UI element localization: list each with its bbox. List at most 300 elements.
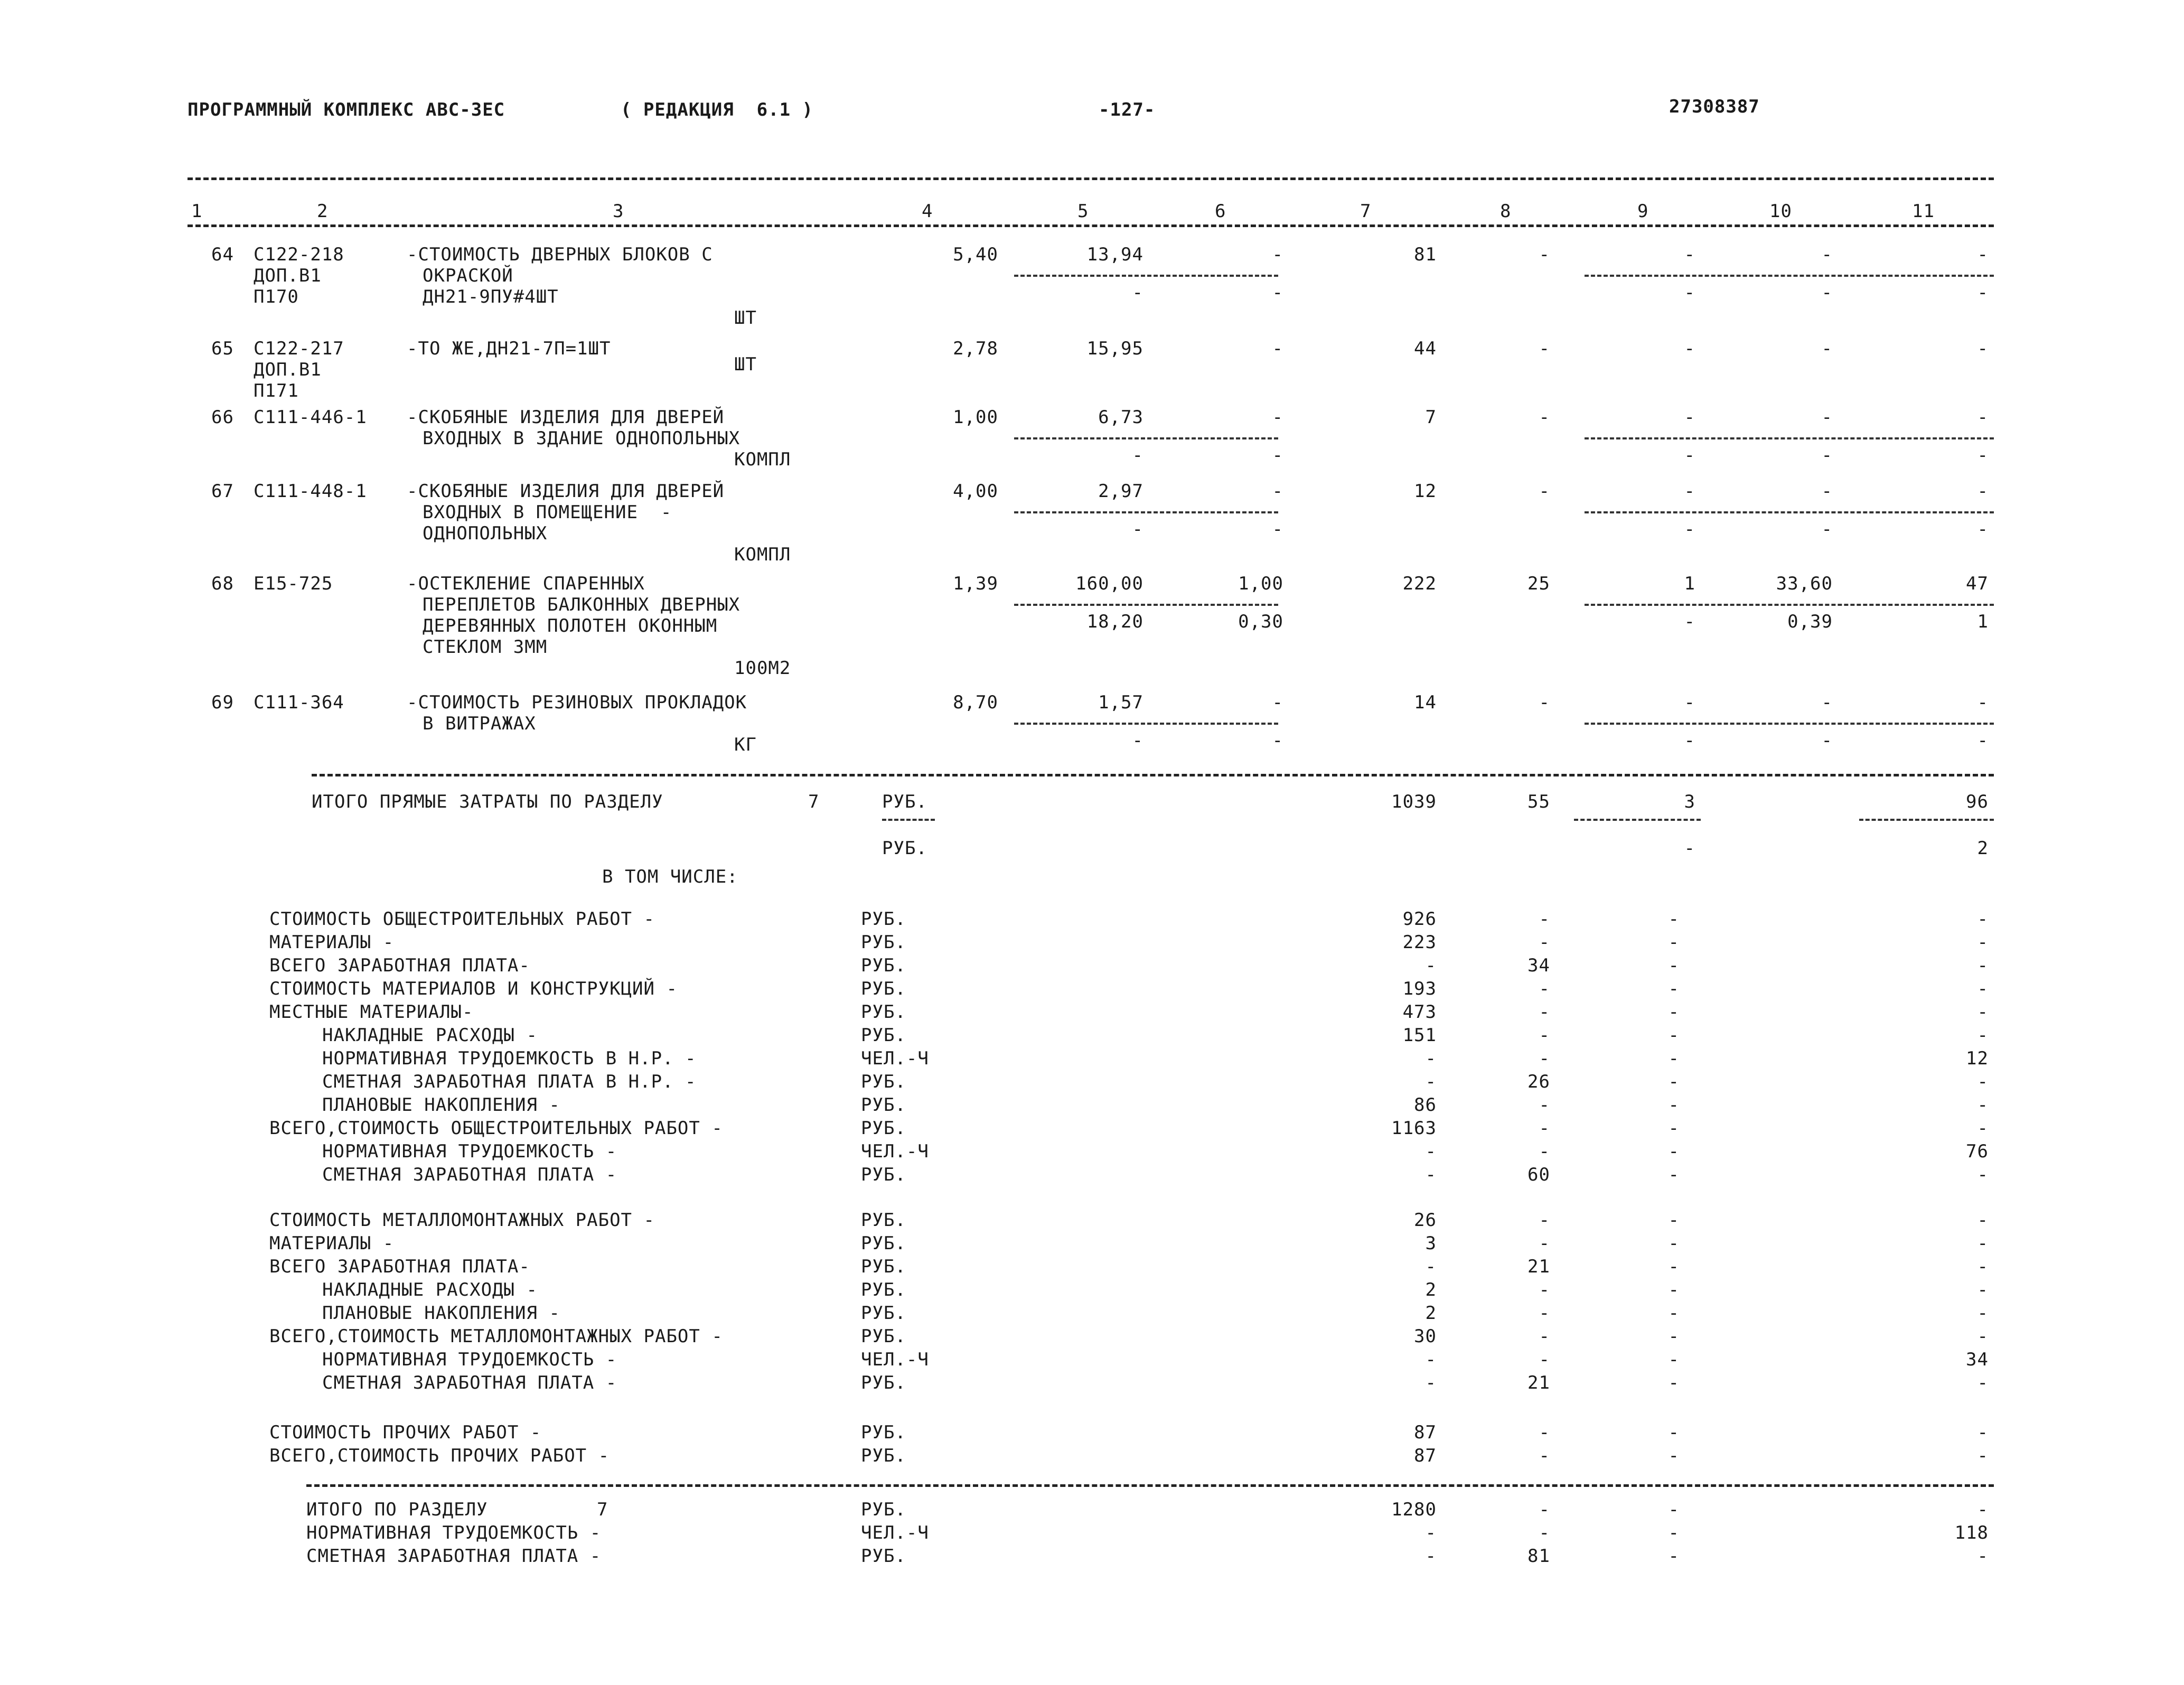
- summary-col7: -: [1425, 1349, 1437, 1370]
- summary-col9: -: [1668, 1326, 1680, 1347]
- summary-unit: РУБ.: [861, 1025, 906, 1046]
- summary-label: НАКЛАДНЫЕ РАСХОДЫ -: [322, 1025, 538, 1046]
- col9-value: -: [1684, 338, 1695, 359]
- row-sub-rule: [1014, 275, 1278, 277]
- itogo-section-col9: -: [1668, 1546, 1680, 1567]
- col6-value: -: [1272, 481, 1283, 502]
- summary-col9: -: [1668, 1094, 1680, 1116]
- row-description: ДЕРЕВЯННЫХ ПОЛОТЕН ОКОННЫМ: [423, 615, 718, 636]
- column-header: 10: [1769, 201, 1792, 222]
- col5-value: 6,73: [1098, 407, 1143, 428]
- col4-value: 2,78: [953, 338, 998, 359]
- summary-col8: -: [1539, 1422, 1550, 1443]
- summary-col11: 76: [1966, 1141, 1989, 1162]
- col10-value: -: [1821, 481, 1833, 502]
- itogo-section-label: НОРМАТИВНАЯ ТРУДОЕМКОСТЬ -: [306, 1522, 602, 1543]
- col11-sub-value: -: [1977, 282, 1989, 303]
- col7-value: 81: [1414, 244, 1437, 265]
- summary-col8: -: [1539, 1233, 1550, 1254]
- summary-col9: -: [1668, 1279, 1680, 1300]
- itogo-section-unit: РУБ.: [861, 1546, 906, 1567]
- col10-value: -: [1821, 244, 1833, 265]
- row-unit: КОМПЛ: [734, 544, 791, 565]
- col11-value: -: [1977, 338, 1989, 359]
- summary-label: ВСЕГО ЗАРАБОТНАЯ ПЛАТА-: [269, 955, 530, 976]
- col11-value: -: [1977, 244, 1989, 265]
- summary-col8: -: [1539, 1048, 1550, 1069]
- summary-col11: -: [1977, 1326, 1989, 1347]
- summary-unit: РУБ.: [861, 1210, 906, 1231]
- summary-col7: 2: [1425, 1279, 1437, 1300]
- page-number: -127-: [1099, 99, 1156, 120]
- row-sub-rule: [1014, 723, 1278, 725]
- col6-sub-value: 0,30: [1238, 611, 1283, 632]
- col8-value: -: [1539, 338, 1550, 359]
- row-unit: 100М2: [734, 658, 791, 679]
- col9-sub-value: -: [1684, 282, 1695, 303]
- col8-value: 25: [1527, 573, 1550, 594]
- itogo-section-label: СМЕТНАЯ ЗАРАБОТНАЯ ПЛАТА -: [306, 1546, 602, 1567]
- summary-col8: -: [1539, 932, 1550, 953]
- row-sub-rule: [1585, 511, 1994, 513]
- v-tom-chisle: В ТОМ ЧИСЛЕ:: [602, 866, 738, 887]
- col10-sub-value: -: [1821, 282, 1833, 303]
- summary-col8: -: [1539, 1025, 1550, 1046]
- itogo-section-col7: -: [1425, 1522, 1437, 1543]
- row-sub-rule: [1014, 511, 1278, 513]
- itogo-unit-rule: [882, 819, 935, 821]
- summary-col8: 60: [1527, 1164, 1550, 1185]
- summary-col11: -: [1977, 955, 1989, 976]
- row-code: ДОП.В1: [254, 265, 322, 286]
- itogo-direct-section: 7: [808, 791, 820, 812]
- summary-col11: -: [1977, 1445, 1989, 1466]
- summary-col11: -: [1977, 909, 1989, 930]
- summary-col7: 223: [1402, 932, 1437, 953]
- row-sub-rule: [1014, 437, 1278, 439]
- row-number: 69: [211, 692, 234, 713]
- summary-col8: 26: [1527, 1071, 1550, 1092]
- summary-col8: -: [1539, 1001, 1550, 1023]
- column-header: 7: [1360, 201, 1372, 222]
- summary-label: СТОИМОСТЬ МАТЕРИАЛОВ И КОНСТРУКЦИЙ -: [269, 978, 678, 999]
- col4-value: 8,70: [953, 692, 998, 713]
- summary-label: ВСЕГО,СТОИМОСТЬ ПРОЧИХ РАБОТ -: [269, 1445, 610, 1466]
- col9-sub-value: -: [1684, 519, 1695, 540]
- col11-sub-value: 1: [1977, 611, 1989, 632]
- summary-col9: -: [1668, 1001, 1680, 1023]
- row-unit: КГ: [734, 734, 757, 755]
- summary-label: СТОИМОСТЬ МЕТАЛЛОМОНТАЖНЫХ РАБОТ -: [269, 1210, 655, 1231]
- col9-value: 1: [1684, 573, 1695, 594]
- row-number: 65: [211, 338, 234, 359]
- col8-value: -: [1539, 481, 1550, 502]
- summary-label: ПЛАНОВЫЕ НАКОПЛЕНИЯ -: [322, 1303, 560, 1324]
- col5-value: 1,57: [1098, 692, 1143, 713]
- col10-sub-value: -: [1821, 519, 1833, 540]
- itogo-section-col7: -: [1425, 1546, 1437, 1567]
- summary-col7: 87: [1414, 1445, 1437, 1466]
- summary-col7: -: [1425, 1372, 1437, 1393]
- summary-unit: РУБ.: [861, 1422, 906, 1443]
- col6-value: -: [1272, 407, 1283, 428]
- summary-col11: -: [1977, 978, 1989, 999]
- col7-value: 7: [1425, 407, 1437, 428]
- row-description: ОКРАСКОЙ: [423, 265, 513, 286]
- col5-value: 13,94: [1086, 244, 1143, 265]
- col6-value: -: [1272, 244, 1283, 265]
- row-code: Е15-725: [254, 573, 333, 594]
- col6-sub-value: -: [1272, 282, 1283, 303]
- itogo-section-col11: -: [1977, 1546, 1989, 1567]
- summary-unit: РУБ.: [861, 1445, 906, 1466]
- summary-unit: РУБ.: [861, 909, 906, 930]
- summary-col7: -: [1425, 1141, 1437, 1162]
- row-sub-rule: [1585, 723, 1994, 725]
- column-header: 5: [1077, 201, 1089, 222]
- row-unit: КОМПЛ: [734, 449, 791, 470]
- summary-col8: 21: [1527, 1372, 1550, 1393]
- col7-value: 222: [1402, 573, 1437, 594]
- row-description: -СКОБЯНЫЕ ИЗДЕЛИЯ ДЛЯ ДВЕРЕЙ: [407, 407, 725, 428]
- summary-unit: ЧЕЛ.-Ч: [861, 1349, 929, 1370]
- row-sub-rule: [1585, 275, 1994, 277]
- summary-unit: РУБ.: [861, 1001, 906, 1023]
- summary-label: ВСЕГО ЗАРАБОТНАЯ ПЛАТА-: [269, 1256, 530, 1277]
- summary-col11: -: [1977, 1233, 1989, 1254]
- summary-col8: -: [1539, 1279, 1550, 1300]
- col7-value: 12: [1414, 481, 1437, 502]
- col8-value: -: [1539, 407, 1550, 428]
- summary-col11: -: [1977, 1025, 1989, 1046]
- summary-col9: -: [1668, 932, 1680, 953]
- row-unit: ШТ: [734, 307, 757, 329]
- summary-unit: РУБ.: [861, 1303, 906, 1324]
- summary-label: СМЕТНАЯ ЗАРАБОТНАЯ ПЛАТА -: [322, 1164, 617, 1185]
- col9-value: -: [1684, 407, 1695, 428]
- col10-value: -: [1821, 338, 1833, 359]
- col11-sub-value: -: [1977, 519, 1989, 540]
- itogo-section-col8: -: [1539, 1522, 1550, 1543]
- summary-col11: -: [1977, 1303, 1989, 1324]
- itogo-direct-col11: 96: [1966, 791, 1989, 812]
- row-description: ПЕРЕПЛЕТОВ БАЛКОННЫХ ДВЕРНЫХ: [423, 594, 741, 615]
- summary-col7: 926: [1402, 909, 1437, 930]
- summary-col7: 3: [1425, 1233, 1437, 1254]
- col11-value: -: [1977, 407, 1989, 428]
- summary-col7: 473: [1402, 1001, 1437, 1023]
- summary-col7: -: [1425, 955, 1437, 976]
- summary-col9: -: [1668, 1256, 1680, 1277]
- column-header: 3: [613, 201, 624, 222]
- row-code: П170: [254, 286, 299, 307]
- col4-value: 5,40: [953, 244, 998, 265]
- row-description: СТЕКЛОМ 3ММ: [423, 636, 548, 658]
- itogo-section-col8: 81: [1527, 1546, 1550, 1567]
- itogo-section-col8: -: [1539, 1499, 1550, 1520]
- summary-label: СМЕТНАЯ ЗАРАБОТНАЯ ПЛАТА В Н.Р. -: [322, 1071, 697, 1092]
- row-sub-rule: [1014, 604, 1278, 606]
- col10-sub-value: -: [1821, 445, 1833, 466]
- summary-label: МЕСТНЫЕ МАТЕРИАЛЫ-: [269, 1001, 474, 1023]
- row-code: ДОП.В1: [254, 359, 322, 380]
- row-number: 67: [211, 481, 234, 502]
- row-sub-rule: [1585, 437, 1994, 439]
- col6-sub-value: -: [1272, 519, 1283, 540]
- summary-label: ПЛАНОВЫЕ НАКОПЛЕНИЯ -: [322, 1094, 560, 1116]
- col6-sub-value: -: [1272, 445, 1283, 466]
- col11-sub-value: -: [1977, 730, 1989, 751]
- summary-col9: -: [1668, 1025, 1680, 1046]
- itogo-section-col7: 1280: [1391, 1499, 1437, 1520]
- summary-col8: -: [1539, 1445, 1550, 1466]
- summary-col11: -: [1977, 1164, 1989, 1185]
- summary-col9: -: [1668, 955, 1680, 976]
- summary-col9: -: [1668, 1349, 1680, 1370]
- row-number: 64: [211, 244, 234, 265]
- summary-col8: -: [1539, 1118, 1550, 1139]
- col5-value: 160,00: [1075, 573, 1143, 594]
- summary-unit: РУБ.: [861, 1094, 906, 1116]
- itogo-direct-col7: 1039: [1391, 791, 1437, 812]
- summary-col9: -: [1668, 1372, 1680, 1393]
- summary-col7: 1163: [1391, 1118, 1437, 1139]
- col5-value: 2,97: [1098, 481, 1143, 502]
- itogo-section-label: ИТОГО ПО РАЗДЕЛУ: [306, 1499, 488, 1520]
- summary-col7: 86: [1414, 1094, 1437, 1116]
- summary-col11: 34: [1966, 1349, 1989, 1370]
- summary-unit: РУБ.: [861, 1233, 906, 1254]
- summary-col8: -: [1539, 909, 1550, 930]
- col4-value: 4,00: [953, 481, 998, 502]
- col5-sub-value: -: [1132, 730, 1143, 751]
- summary-label: НОРМАТИВНАЯ ТРУДОЕМКОСТЬ В Н.Р. -: [322, 1048, 697, 1069]
- column-header: 2: [317, 201, 329, 222]
- summary-col11: -: [1977, 1001, 1989, 1023]
- summary-unit: РУБ.: [861, 1326, 906, 1347]
- summary-unit: РУБ.: [861, 1118, 906, 1139]
- summary-col9: -: [1668, 1164, 1680, 1185]
- itogo-rule: [1859, 819, 1994, 821]
- summary-col8: -: [1539, 978, 1550, 999]
- col10-value: -: [1821, 407, 1833, 428]
- summary-col9: -: [1668, 1445, 1680, 1466]
- summary-col9: -: [1668, 1422, 1680, 1443]
- itogo-direct-label: ИТОГО ПРЯМЫЕ ЗАТРАТЫ ПО РАЗДЕЛУ: [312, 791, 663, 812]
- col11-value: 47: [1966, 573, 1989, 594]
- summary-col11: -: [1977, 1372, 1989, 1393]
- summary-col11: -: [1977, 1422, 1989, 1443]
- row-description: ОДНОПОЛЬНЫХ: [423, 523, 548, 544]
- col10-sub-value: 0,39: [1787, 611, 1833, 632]
- itogo-section-col11: 118: [1954, 1522, 1989, 1543]
- col9-sub-value: -: [1684, 445, 1695, 466]
- summary-col8: 34: [1527, 955, 1550, 976]
- items-end-rule: [312, 774, 1994, 776]
- summary-col11: -: [1977, 932, 1989, 953]
- summary-col11: -: [1977, 1071, 1989, 1092]
- column-header: 11: [1912, 201, 1935, 222]
- col8-value: -: [1539, 244, 1550, 265]
- summary-col9: -: [1668, 1071, 1680, 1092]
- summary-unit: РУБ.: [861, 932, 906, 953]
- col9-value: -: [1684, 244, 1695, 265]
- summary-col8: -: [1539, 1326, 1550, 1347]
- itogo-section-unit: ЧЕЛ.-Ч: [861, 1522, 929, 1543]
- col9-value: -: [1684, 481, 1695, 502]
- summary-col7: -: [1425, 1048, 1437, 1069]
- col9-sub-value: -: [1684, 730, 1695, 751]
- summary-col7: 26: [1414, 1210, 1437, 1231]
- row-description: -СКОБЯНЫЕ ИЗДЕЛИЯ ДЛЯ ДВЕРЕЙ: [407, 481, 725, 502]
- row-description: -СТОИМОСТЬ ДВЕРНЫХ БЛОКОВ С: [407, 244, 713, 265]
- summary-unit: РУБ.: [861, 1256, 906, 1277]
- summary-col8: 21: [1527, 1256, 1550, 1277]
- row-code: С111-448-1: [254, 481, 367, 502]
- summary-col7: 193: [1402, 978, 1437, 999]
- summary-label: СМЕТНАЯ ЗАРАБОТНАЯ ПЛАТА -: [322, 1372, 617, 1393]
- summary-col9: -: [1668, 1210, 1680, 1231]
- row-number: 66: [211, 407, 234, 428]
- row-code: С111-446-1: [254, 407, 367, 428]
- summary-col11: -: [1977, 1279, 1989, 1300]
- summary-label: ВСЕГО,СТОИМОСТЬ МЕТАЛЛОМОНТАЖНЫХ РАБОТ -: [269, 1326, 723, 1347]
- col10-value: -: [1821, 692, 1833, 713]
- summary-col7: 30: [1414, 1326, 1437, 1347]
- row-description: В ВИТРАЖАХ: [423, 713, 536, 734]
- row-unit: ШТ: [734, 354, 757, 375]
- summary-label: МАТЕРИАЛЫ -: [269, 1233, 395, 1254]
- row-description: -ТО ЖЕ,ДН21-7П=1ШТ: [407, 338, 611, 359]
- col11-value: -: [1977, 481, 1989, 502]
- itogo-direct-col9: 3: [1684, 791, 1695, 812]
- row-description: -ОСТЕКЛЕНИЕ СПАРЕННЫХ: [407, 573, 645, 594]
- summary-col9: -: [1668, 978, 1680, 999]
- summary-col9: -: [1668, 1141, 1680, 1162]
- summary-col9: -: [1668, 1048, 1680, 1069]
- top-rule: [188, 177, 1994, 180]
- summary-col11: -: [1977, 1256, 1989, 1277]
- col5-value: 15,95: [1086, 338, 1143, 359]
- itogo-direct-col8: 55: [1527, 791, 1550, 812]
- row-description: -СТОИМОСТЬ РЕЗИНОВЫХ ПРОКЛАДОК: [407, 692, 747, 713]
- edition: ( РЕДАКЦИЯ 6.1 ): [621, 99, 813, 120]
- summary-unit: ЧЕЛ.-Ч: [861, 1141, 929, 1162]
- column-header: 9: [1637, 201, 1649, 222]
- row-number: 68: [211, 573, 234, 594]
- summary-label: НОРМАТИВНАЯ ТРУДОЕМКОСТЬ -: [322, 1141, 617, 1162]
- row-code: С122-217: [254, 338, 344, 359]
- summary-label: СТОИМОСТЬ ПРОЧИХ РАБОТ -: [269, 1422, 542, 1443]
- summary-col7: -: [1425, 1256, 1437, 1277]
- summary-unit: РУБ.: [861, 1279, 906, 1300]
- col9-value: -: [1684, 692, 1695, 713]
- col11-value: -: [1977, 692, 1989, 713]
- col7-value: 44: [1414, 338, 1437, 359]
- summary-col7: 151: [1402, 1025, 1437, 1046]
- summary-label: НОРМАТИВНАЯ ТРУДОЕМКОСТЬ -: [322, 1349, 617, 1370]
- summary-col8: -: [1539, 1303, 1550, 1324]
- summary-label: НАКЛАДНЫЕ РАСХОДЫ -: [322, 1279, 538, 1300]
- row-sub-rule: [1585, 604, 1994, 606]
- column-header: 8: [1500, 201, 1512, 222]
- itogo-direct-unit2: РУБ.: [882, 838, 927, 859]
- summary-col11: 12: [1966, 1048, 1989, 1069]
- col6-value: -: [1272, 692, 1283, 713]
- summary-col7: -: [1425, 1164, 1437, 1185]
- col5-sub-value: -: [1132, 445, 1143, 466]
- summary-col8: -: [1539, 1141, 1550, 1162]
- col6-value: 1,00: [1238, 573, 1283, 594]
- row-description: ВХОДНЫХ В ПОМЕЩЕНИЕ -: [423, 502, 672, 523]
- summary-col11: -: [1977, 1118, 1989, 1139]
- itogo-direct-col11-sub: 2: [1977, 838, 1989, 859]
- itogo-direct-col9-sub: -: [1684, 838, 1695, 859]
- summary-unit: ЧЕЛ.-Ч: [861, 1048, 929, 1069]
- col6-value: -: [1272, 338, 1283, 359]
- col5-sub-value: 18,20: [1086, 611, 1143, 632]
- header-rule: [188, 224, 1994, 227]
- row-code: П171: [254, 380, 299, 401]
- col11-sub-value: -: [1977, 445, 1989, 466]
- col10-sub-value: -: [1821, 730, 1833, 751]
- document-code: 27308387: [1669, 96, 1760, 117]
- col6-sub-value: -: [1272, 730, 1283, 751]
- summary-col9: -: [1668, 1118, 1680, 1139]
- summary-unit: РУБ.: [861, 1372, 906, 1393]
- itogo-rule: [1574, 819, 1701, 821]
- summary-label: СТОИМОСТЬ ОБЩЕСТРОИТЕЛЬНЫХ РАБОТ -: [269, 909, 655, 930]
- row-description: ВХОДНЫХ В ЗДАНИЕ ОДНОПОЛЬНЫХ: [423, 428, 741, 449]
- summary-unit: РУБ.: [861, 978, 906, 999]
- summary-label: МАТЕРИАЛЫ -: [269, 932, 395, 953]
- col4-value: 1,00: [953, 407, 998, 428]
- col4-value: 1,39: [953, 573, 998, 594]
- column-header: 1: [191, 201, 203, 222]
- col9-sub-value: -: [1684, 611, 1695, 632]
- row-description: ДН21-9ПУ#4ШТ: [423, 286, 559, 307]
- summary-col7: 2: [1425, 1303, 1437, 1324]
- summary-col8: -: [1539, 1349, 1550, 1370]
- itogo-direct-unit: РУБ.: [882, 791, 927, 812]
- summary-label: ВСЕГО,СТОИМОСТЬ ОБЩЕСТРОИТЕЛЬНЫХ РАБОТ -: [269, 1118, 723, 1139]
- summary-col7: 87: [1414, 1422, 1437, 1443]
- col10-value: 33,60: [1776, 573, 1833, 594]
- itogo-section-unit: РУБ.: [861, 1499, 906, 1520]
- itogo-section-number: 7: [597, 1499, 608, 1520]
- section-end-rule: [306, 1484, 1994, 1487]
- itogo-section-col11: -: [1977, 1499, 1989, 1520]
- summary-col11: -: [1977, 1210, 1989, 1231]
- summary-col8: -: [1539, 1094, 1550, 1116]
- summary-col9: -: [1668, 1303, 1680, 1324]
- summary-unit: РУБ.: [861, 1164, 906, 1185]
- column-header: 6: [1215, 201, 1226, 222]
- summary-unit: РУБ.: [861, 955, 906, 976]
- col8-value: -: [1539, 692, 1550, 713]
- summary-col9: -: [1668, 1233, 1680, 1254]
- summary-col8: -: [1539, 1210, 1550, 1231]
- itogo-section-col9: -: [1668, 1522, 1680, 1543]
- col7-value: 14: [1414, 692, 1437, 713]
- col5-sub-value: -: [1132, 282, 1143, 303]
- col5-sub-value: -: [1132, 519, 1143, 540]
- row-code: С122-218: [254, 244, 344, 265]
- column-header: 4: [922, 201, 933, 222]
- summary-col11: -: [1977, 1094, 1989, 1116]
- program-name: ПРОГРАММНЫЙ КОМПЛЕКС АВС-3ЕС: [188, 99, 505, 120]
- summary-col7: -: [1425, 1071, 1437, 1092]
